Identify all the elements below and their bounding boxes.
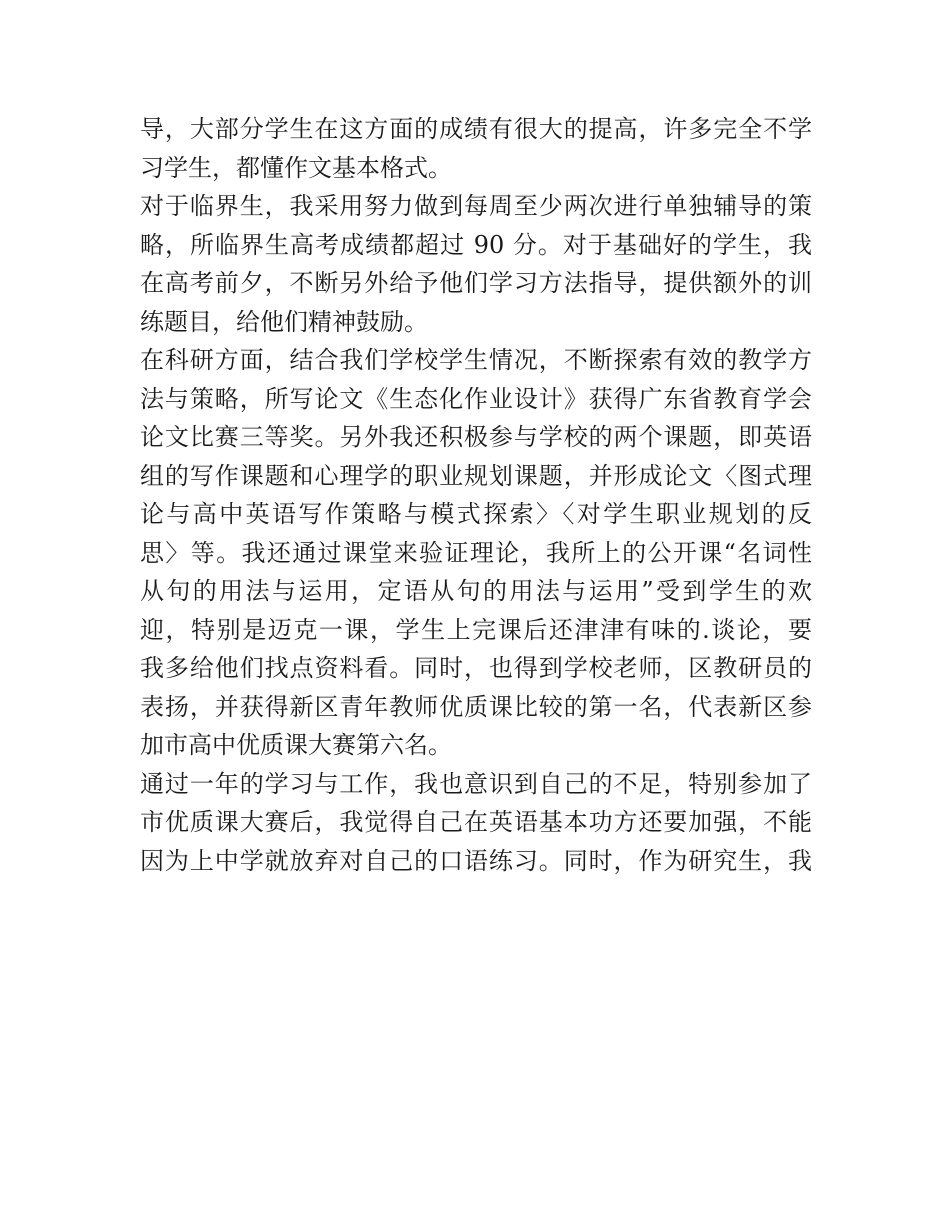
text-line: 从句的用法与运用，定语从句的用法与运用”受到学生的欢 <box>140 577 812 605</box>
text-line: 练题目，给他们精神鼓励。 <box>140 307 428 336</box>
paragraph-1 <box>140 110 812 187</box>
text-line: 导，大部分学生在这方面的成绩有很大的提高，许多完全不学 <box>140 115 812 143</box>
text-line: 在科研方面，结合我们学校学生情况，不断探索有效的教学方 <box>140 346 812 374</box>
text-line: 论文比赛三等奖。另外我还积极参与学校的两个课题，即英语 <box>140 423 812 451</box>
text-line: 迎，特别是迈克一课，学生上完课后还津津有味的.谈论，要 <box>140 615 812 644</box>
text-line: 论与高中英语写作策略与模式探索〉〈对学生职业规划的反 <box>140 500 812 528</box>
paragraph-2 <box>140 187 812 341</box>
text-line: 法与策略，所写论文《生态化作业设计》获得广东省教育学会 <box>140 384 812 413</box>
text-line: 市优质课大赛后，我觉得自己在英语基本功方还要加强，不能 <box>140 808 812 836</box>
text-line: 在高考前夕，不断另外给予他们学习方法指导，提供额外的训 <box>140 269 812 297</box>
text-line: 组的写作课题和心理学的职业规划课题，并形成论文〈图式理 <box>140 461 812 490</box>
text-line: 思〉等。我还通过课堂来验证理论，我所上的公开课“名词性 <box>140 538 812 567</box>
text-line: 通过一年的学习与工作，我也意识到自己的不足，特别参加了 <box>140 769 812 798</box>
text-line: 习学生，都懂作文基本格式。 <box>140 153 452 182</box>
text-line: 加市高中优质课大赛第六名。 <box>140 731 452 759</box>
paragraph-3 <box>140 341 812 765</box>
text-line: 对于临界生，我采用努力做到每周至少两次进行单独辅导的策 <box>140 192 812 220</box>
text-line: 略，所临界生高考成绩都超过 90 分。对于基础好的学生，我 <box>140 230 812 259</box>
paragraph-4 <box>140 765 812 881</box>
text-line: 我多给他们找点资料看。同时，也得到学校老师，区教研员的 <box>140 654 812 682</box>
document-body <box>140 110 812 880</box>
text-line: 因为上中学就放弃对自己的口语练习。同时，作为研究生，我 <box>140 846 812 875</box>
text-line: 表扬，并获得新区青年教师优质课比较的第一名，代表新区参 <box>140 692 812 721</box>
